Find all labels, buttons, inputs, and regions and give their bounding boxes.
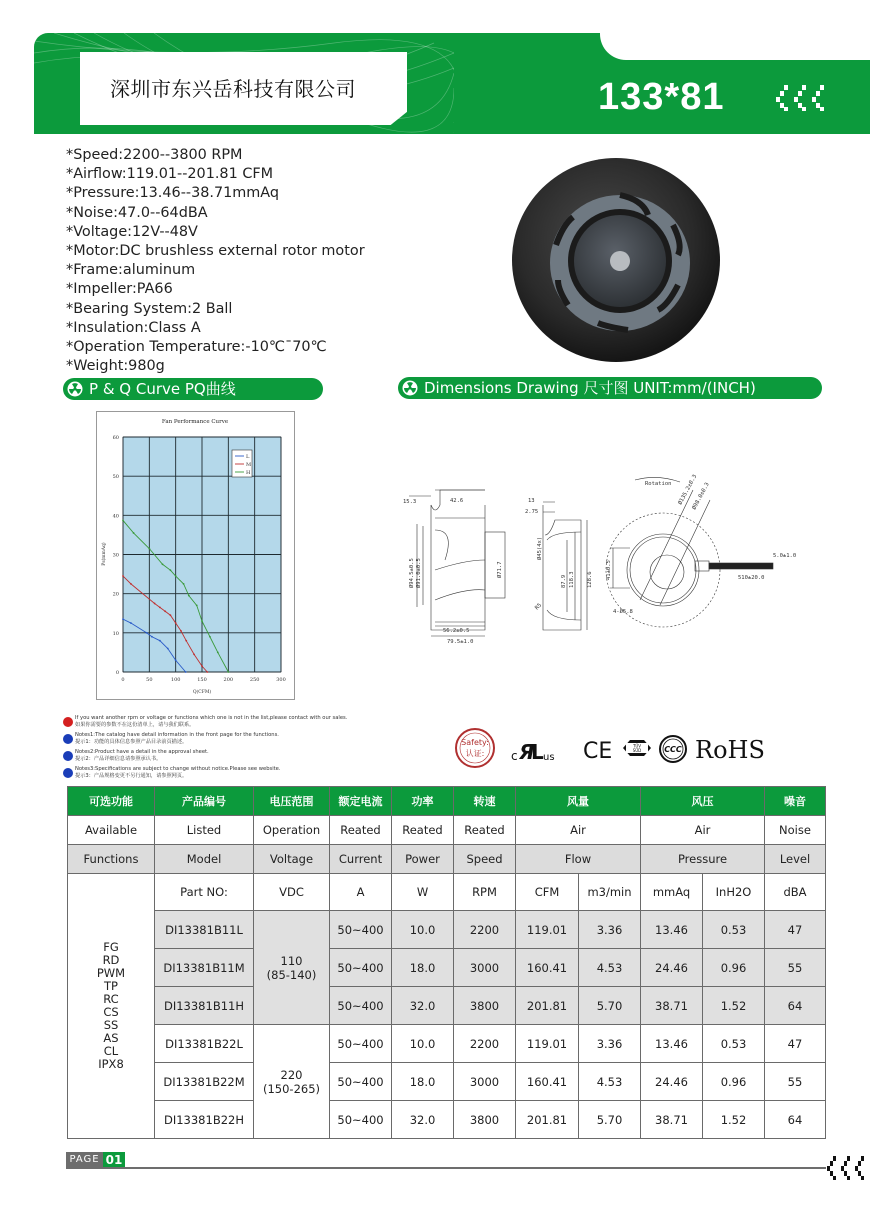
voltage-group-110: 110 (85-140) xyxy=(254,911,330,1025)
data-point-L xyxy=(175,659,177,661)
front-view-drawing xyxy=(606,477,773,627)
table-row: DI13381B11H 50~400 32.0 3800 201.81 5.70 38.71 1.52 64 xyxy=(68,987,826,1025)
data-point-H xyxy=(209,636,211,638)
ce-logo-icon: CE xyxy=(583,739,613,764)
svg-text:认证:: 认证: xyxy=(465,749,485,758)
safety-seal-icon xyxy=(456,729,494,767)
table-header-en2: Functions Model Voltage Current Power Speed Flow Pressure Level xyxy=(68,845,826,874)
x-tick-label: 50 xyxy=(146,677,153,683)
spec-motor: *Motor:DC brushless external rotor motor xyxy=(66,243,365,260)
col-power: 功率 xyxy=(392,787,454,816)
spec-bearing: *Bearing System:2 Ball xyxy=(66,300,233,317)
data-point-L xyxy=(185,671,187,673)
data-point-L xyxy=(167,648,169,650)
y-axis-label: Ps(mmAq) xyxy=(102,542,107,566)
tuv-logo-icon xyxy=(623,740,651,756)
dim-front-note: 4-Ø5.8 xyxy=(613,609,633,615)
dimensions-drawing xyxy=(395,460,825,650)
section-view-drawing xyxy=(543,502,587,630)
note-icon xyxy=(63,768,73,778)
col-voltage: 电压范围 xyxy=(254,787,330,816)
dim-side-hub: Ø71.7 xyxy=(497,561,503,578)
dim-front-cable2: 510±20.0 xyxy=(738,575,765,581)
model-spec-table xyxy=(67,786,826,1139)
col-airflow: 风量 xyxy=(516,787,641,816)
spec-temperature: *Operation Temperature:-10℃¯70℃ xyxy=(66,339,327,356)
rohs-logo: RoHS xyxy=(695,736,765,764)
ccc-logo-icon xyxy=(660,736,686,762)
col-speed: 转速 xyxy=(454,787,516,816)
fan-product-image xyxy=(508,155,723,365)
note-3: Notes3:Specifications are subject to change without notice.Please see website. 提示3：产品规格变更不另行通知，请参照网页。 xyxy=(63,766,393,780)
dim-side-top2: 42.6 xyxy=(450,498,464,504)
dim-sec-d1: Ø45(4x) xyxy=(537,536,543,560)
dim-side-top1: 15.3 xyxy=(403,499,417,505)
y-tick-label: 60 xyxy=(112,435,119,441)
spec-airflow: *Airflow:119.01--201.81 CFM xyxy=(66,166,274,183)
legend-label-M: M xyxy=(246,462,252,468)
data-point-H xyxy=(148,548,150,550)
x-tick-label: 0 xyxy=(121,677,125,683)
table-header-cn xyxy=(68,787,826,816)
svg-text:L: L xyxy=(531,740,544,764)
svg-text:TÜV: TÜV xyxy=(632,743,642,749)
chart-title: Fan Performance Curve xyxy=(161,419,229,425)
x-axis-label: Q(CFM) xyxy=(192,690,212,695)
note-icon xyxy=(63,717,73,727)
spec-weight: *Weight:980g xyxy=(66,358,165,375)
table-row: DI13381B22M 50~400 18.0 3000 160.41 4.53 24.46 0.96 55 xyxy=(68,1063,826,1101)
data-point-H xyxy=(175,575,177,577)
functions-list: FG RD PWM TP RC CS SS AS CL IPX8 xyxy=(68,874,155,1139)
data-point-H xyxy=(170,569,172,571)
spec-pressure: *Pressure:13.46--38.71mmAq xyxy=(66,185,280,202)
y-tick-label: 50 xyxy=(112,474,119,481)
x-tick-label: 200 xyxy=(223,677,234,683)
data-point-H xyxy=(162,563,164,565)
data-point-M xyxy=(130,583,132,585)
col-pressure: 风压 xyxy=(641,787,765,816)
page-label: PAGE xyxy=(66,1152,103,1168)
y-tick-label: 0 xyxy=(115,670,119,676)
pq-curve-section-header xyxy=(63,378,323,400)
svg-text:SÜD: SÜD xyxy=(632,748,642,753)
dim-front-rotation: Rotation xyxy=(645,481,672,487)
spec-frame: *Frame:aluminum xyxy=(66,262,196,279)
svg-text:Я: Я xyxy=(519,740,535,764)
data-point-L xyxy=(159,640,161,642)
note-contact: If you want another rpm or voltage or functions which one is not in the list,please contact with our sales. 如果你需要的参数不在这份清单上，请与我们联系。 xyxy=(63,715,393,729)
data-point-M xyxy=(175,622,177,624)
note-icon xyxy=(63,751,73,761)
data-point-H xyxy=(188,595,190,597)
data-point-H xyxy=(183,583,185,585)
footer-divider xyxy=(66,1167,826,1169)
spec-speed: *Speed:2200--3800 RPM xyxy=(66,147,243,163)
chevrons-left-icon xyxy=(826,1154,870,1180)
spec-list xyxy=(66,146,365,376)
dim-front-w: 41±0.5 xyxy=(606,560,612,580)
x-tick-label: 300 xyxy=(276,677,286,683)
note-1: Notes1:The catalog have detail information in the front page for the functions. 提示1：功能的具体信息参照产品目录前页描述。 xyxy=(63,732,393,746)
data-point-H xyxy=(201,620,203,622)
dimensions-title: Dimensions Drawing 尺寸图 UNIT:mm/(INCH) xyxy=(424,379,756,397)
svg-text:CCC: CCC xyxy=(664,745,682,754)
header-notch xyxy=(600,33,870,60)
dimensions-section-header xyxy=(398,377,822,399)
legend-label-H: H xyxy=(246,470,251,476)
side-view-drawing xyxy=(409,490,505,636)
dim-front-d2: Ø98.0±0.3 xyxy=(691,481,711,511)
data-point-M xyxy=(180,630,182,632)
table-units-row: FG RD PWM TP RC CS SS AS CL IPX8 Part NO: VDC A W RPM CFM m3/min mmAq InH2O dBA xyxy=(68,874,826,911)
page-number: 01 xyxy=(103,1152,125,1168)
y-tick-label: 30 xyxy=(112,552,119,559)
data-point-H xyxy=(122,520,124,522)
data-point-H xyxy=(227,671,229,673)
table-row: DI13381B11M 50~400 18.0 3000 160.41 4.53 24.46 0.96 55 xyxy=(68,949,826,987)
table-row: DI13381B22L 220 (150-265) 50~400 10.0 2200 119.01 3.36 13.46 0.53 47 xyxy=(68,1025,826,1063)
data-point-L xyxy=(122,618,124,620)
data-point-M xyxy=(170,614,172,616)
note-icon xyxy=(63,734,73,744)
spec-noise: *Noise:47.0--64dBA xyxy=(66,204,208,221)
y-tick-label: 10 xyxy=(112,630,119,637)
data-point-M xyxy=(122,575,124,577)
svg-text:c: c xyxy=(511,749,518,763)
dim-sec-r: R5 xyxy=(534,602,544,612)
data-point-H xyxy=(217,652,219,654)
pq-curve-title: P & Q Curve PQ曲线 xyxy=(89,380,236,398)
dim-sec-t1: 13 xyxy=(528,498,535,504)
col-functions: 可选功能 xyxy=(68,787,155,816)
dim-sec-h3: 128.6 xyxy=(587,571,593,588)
data-point-L xyxy=(151,636,153,638)
dim-front-d1: Ø135.2±0.3 xyxy=(677,473,699,506)
col-current: 额定电流 xyxy=(330,787,392,816)
spec-voltage: *Voltage:12V--48V xyxy=(66,223,198,240)
notes xyxy=(63,715,393,783)
data-point-M xyxy=(201,665,203,667)
data-point-H xyxy=(196,605,198,607)
chart-legend xyxy=(232,450,252,477)
certification-logos xyxy=(455,722,775,774)
svg-text:Safety:: Safety: xyxy=(461,738,489,747)
legend-label-L: L xyxy=(246,454,250,460)
svg-text:us: us xyxy=(543,752,555,763)
company-name: 深圳市东兴岳科技有限公司 xyxy=(110,77,356,101)
col-noise: 噪音 xyxy=(765,787,826,816)
table-row: DI13381B22H 50~400 32.0 3800 201.81 5.70 38.71 1.52 64 xyxy=(68,1101,826,1139)
chevrons-left-icon xyxy=(776,83,828,111)
y-tick-label: 40 xyxy=(112,513,119,520)
dim-side-b1: 56.2±0.5 xyxy=(443,628,470,634)
pq-chart-frame xyxy=(96,411,295,700)
radiation-icon xyxy=(402,380,418,396)
spec-insulation: *Insulation:Class A xyxy=(66,319,201,336)
spec-impeller: *Impeller:PA66 xyxy=(66,281,173,298)
y-tick-label: 20 xyxy=(112,591,119,598)
dim-sec-h1: 87.9 xyxy=(561,574,567,588)
col-part: 产品编号 xyxy=(155,787,254,816)
x-tick-label: 150 xyxy=(197,677,207,683)
data-point-M xyxy=(154,603,156,605)
data-point-M xyxy=(193,653,195,655)
dim-side-d1: Ø94.5±0.5 xyxy=(409,558,415,588)
table-header-en1: Available Listed Operation Reated Reated Reated Air Air Noise xyxy=(68,816,826,845)
dim-sec-t2: 2.75 xyxy=(525,509,539,515)
ul-logo-icon xyxy=(511,740,555,764)
data-point-M xyxy=(159,606,161,608)
dim-front-cable1: 5.0±1.0 xyxy=(773,553,797,559)
data-point-M xyxy=(206,671,208,673)
x-tick-label: 250 xyxy=(249,677,260,683)
data-point-M xyxy=(164,610,166,612)
voltage-group-220: 220 (150-265) xyxy=(254,1025,330,1139)
note-2: Notes2:Product have a detail in the approval sheet. 提示2：产品详细信息请参照承认书。 xyxy=(63,749,393,763)
data-point-L xyxy=(146,632,148,634)
model-title: 133*81 xyxy=(598,76,725,118)
data-point-M xyxy=(185,640,187,642)
data-point-H xyxy=(133,532,135,534)
dim-side-d2: Ø91.0±0.5 xyxy=(416,558,422,588)
dim-side-b2: 79.5±1.0 xyxy=(447,639,474,645)
dim-sec-h2: 118.3 xyxy=(569,571,575,588)
radiation-icon xyxy=(67,381,83,397)
pq-chart xyxy=(97,412,294,699)
table-row: DI13381B11L 110 (85-140) 50~400 10.0 2200 119.01 3.36 13.46 0.53 47 xyxy=(68,911,826,949)
data-point-L xyxy=(130,622,132,624)
x-tick-label: 100 xyxy=(170,677,181,683)
